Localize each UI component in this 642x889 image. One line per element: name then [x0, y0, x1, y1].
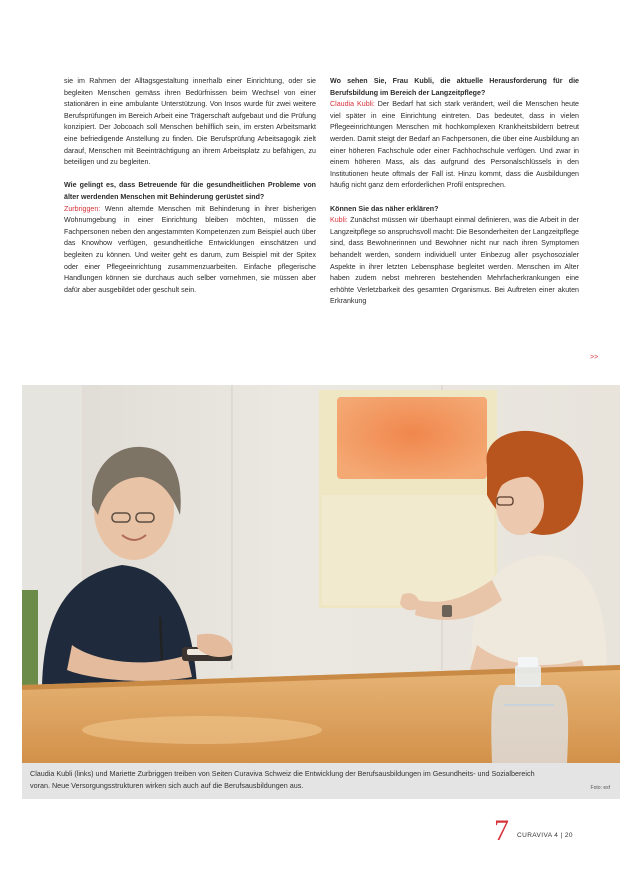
interview-photo [22, 385, 620, 763]
speaker-name: Kubli: [330, 216, 348, 225]
table-reflection [82, 716, 322, 744]
paragraph: sie im Rahmen der Alltagsgestaltung innerhalb einer Einrichtung, oder sie begleiten Menschen gemäss ihren Bedürfnissen beim Wechsel von einer stationären in eine ambulante Unterstützung. Von Insos wurde für zwei weitere Berufsprüfungen im Bereich Arbeit eine Trägerschaft aufgebaut und die Prüfung konzipiert. Der Jobcoach soll Menschen behilflich sein, im ersten Arbeitsmarkt eine befriedigende Anstellung zu finden. Die Berufsprüfung Arbeitsagogik zielt darauf, Menschen mit Beeinträchtigung an ihrem Arbeitsplatz zu befähigen, zu beteiligen und zu begleiten. [64, 77, 316, 167]
photo-credit: Foto: esf [590, 785, 610, 791]
article-column-left [64, 76, 316, 296]
painting-lower-field [322, 495, 494, 605]
page-number: 7 [494, 814, 509, 847]
green-chair [22, 590, 38, 685]
answer-text: Wenn alternde Menschen mit Behinderung in ihrer bisherigen Wohnumgebung in einer Einrichtung bleiben möchten, müssen die Fachpersonen neben den angestammten Kompetenzen zum Beispiel auch über das Knowhow verfügen, gesundheitliche Entwicklungen einschätzen und begleiten zu können. Und weiter geht es darum, zum Beispiel mit der Spitex oder einer Pflegeeinrichtung zusammenzuarbeiten. Einfache pflegerische Handlungen können sie durchaus auch selber vornehmen, sie müssen aber dafür aber ausgebildet oder geschult sein. [64, 204, 316, 294]
interview-answer [330, 215, 579, 308]
speaker-name: Claudia Kubli: [330, 100, 375, 109]
article-column-right [330, 76, 579, 308]
photo-caption-box [22, 763, 620, 799]
magazine-issue: CURAVIVA 4 | 20 [517, 832, 573, 839]
interview-answer [64, 204, 316, 297]
answer-text: Der Bedarf hat sich stark verändert, weil die Menschen heute viel später in eine Einrichtung eintreten. Das bedeutet, dass in vielen Pflegeeinrichtungen Menschen mit hochkomplexen Krankheitsbildern betreut werden. Damit steigt der Bedarf an Fachpersonen, die über eine Ausbildung an einer höheren Fachschule oder einer Fachhochschule verfügen. Und zwar in einem höheren Mass, als das aufgrund des Personalschlüssels in den Institutionen heute oftmals der Fall ist. Hinzu kommt, dass die Ausbildungen häufig nicht ganz dem erforderlichen Profil entsprechen. [330, 100, 579, 190]
paragraph-gap [330, 192, 579, 204]
photo-illustration [22, 385, 620, 763]
answer-text: Zunächst müssen wir überhaupt einmal definieren, was die Arbeit in der Langzeitpflege so anspruchsvoll macht: Die Besonderheiten der Langzeitpflege sind, dass Bewohnerinnen und Bewohner nicht nur nach ihren Symptomen behandelt werden, sondern individuell unter Einbezug aller psychosozialer Aspekte in ihrer letzten Lebensphase begleitet werden. Menschen im Alter haben zudem nebst mehreren bestehenden Mehrfacherkrankungen eine erhöhte Verletzbarkeit des gesamten Organismus. Bei Auftreten einer akuten Erkrankung [330, 216, 579, 306]
interview-answer [330, 99, 579, 192]
interview-question: Wo sehen Sie, Frau Kubli, die aktuelle Herausforderung für die Berufsbildung im Bereich der Langzeitpflege? [330, 77, 579, 97]
continue-arrow-icon: >> [590, 354, 599, 361]
painting-orange-block [337, 397, 487, 479]
speaker-name: Zurbriggen: [64, 204, 101, 213]
interview-question: Wie gelingt es, dass Betreuende für die gesundheitlichen Probleme von älter werdenden Menschen mit Behinderung gerüstet sind? [64, 181, 316, 201]
interview-question: Können Sie das näher erklären? [330, 204, 439, 213]
paragraph-gap [64, 169, 316, 181]
photo-caption: Claudia Kubli (links) und Mariette Zurbriggen treiben von Seiten Curaviva Schweiz die Entwicklung der Berufsausbildungen im Gesundheits- und Sozialbereich voran. Neue Versorgungsstrukturen wirken sich auch auf die Berufsausbildungen aus. [30, 769, 535, 790]
